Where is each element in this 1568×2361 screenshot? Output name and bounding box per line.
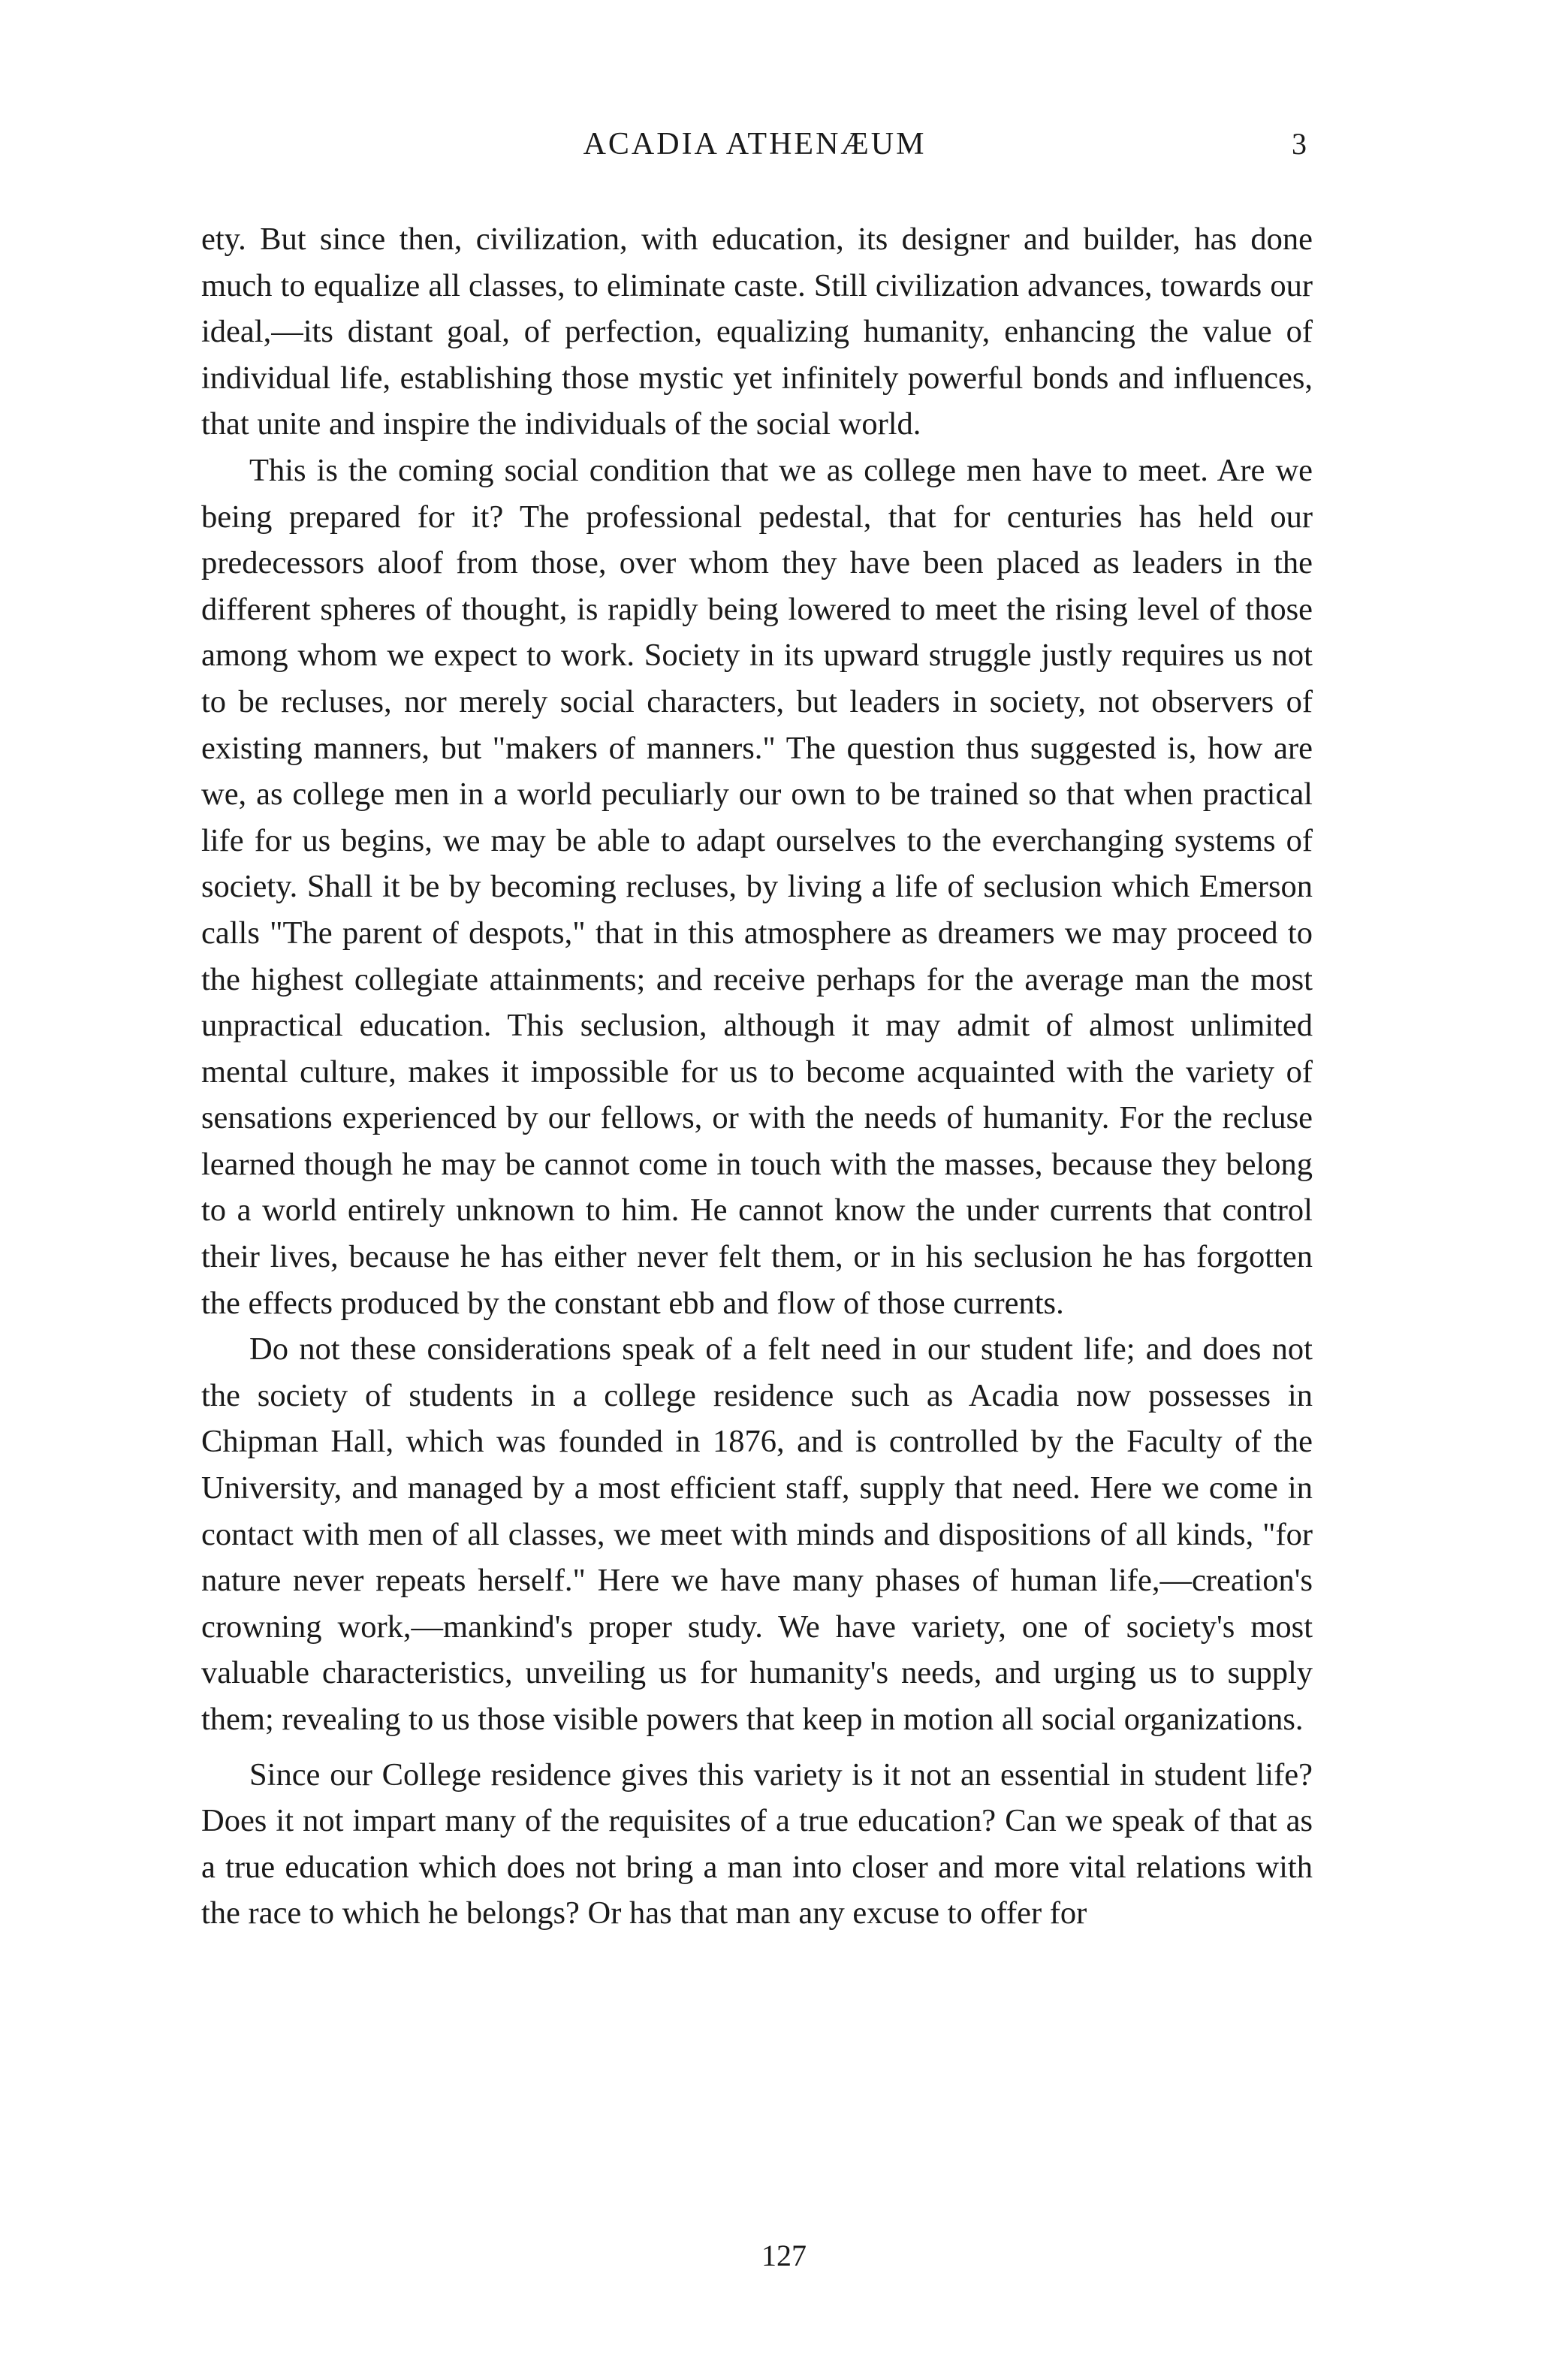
page-number: 127 (761, 2239, 807, 2272)
folio-number: 3 (1292, 127, 1307, 161)
article-body (201, 216, 1313, 1937)
running-title: ACADIA ATHENÆUM (583, 127, 927, 161)
paragraph-continued: ety. But since then, civilization, with education, its designer and builder, has done much to equalize all classes, to eliminate caste. Still civilization advances, towards our ideal,—its distant goal, of perfection, equalizing humanity, enhancing the value of individual life, establishing those mystic yet infinitely powerful bonds and influences, that unite and inspire the individuals of the social world. (201, 222, 1313, 442)
paragraph: Do not these considerations speak of a felt need in our student life; and does not the society of students in a college residence such as Acadia now possesses in Chipman Hall, which was founded in 1876, and is controlled by the Faculty of the University, and managed by a most efficient staff, supply that need. Here we come in contact with men of all classes, we meet with minds and dispositions of all kinds, "for nature never repeats herself." Here we have many phases of human life,—creation's crowning work,—mankind's proper study. We have variety, one of society's most valuable characteristics, unveiling us for humanity's needs, and urging us to supply them; revealing to us those visible powers that keep in motion all social organizations. (201, 1331, 1313, 1737)
paragraph: This is the coming social condition that we as college men have to meet. Are we being prepared for it? The professional pedestal, that for centuries has held our predecessors aloof from those, over whom they have been placed as leaders in the different spheres of thought, is rapidly being lowered to meet the rising level of those among whom we expect to work. Society in its upward struggle justly requires us not to be recluses, nor merely social characters, but leaders in society, not observers of existing manners, but "makers of manners." The question thus suggested is, how are we, as college men in a world peculiarly our own to be trained so that when practical life for us begins, we may be able to adapt ourselves to the everchanging systems of society. Shall it be by becoming recluses, by living a life of seclusion which Emerson calls "The parent of despots," that in this atmosphere as dreamers we may proceed to the highest collegiate attainments; and receive perhaps for the average man the most unpractical education. This seclusion, although it may admit of almost unlimited mental culture, makes it impossible for us to become acquainted with the variety of sensations experienced by our fellows, or with the needs of humanity. For the recluse learned though he may be cannot come in touch with the masses, because they belong to a world entirely unknown to him. He cannot know the under currents that control their lives, because he has either never felt them, or in his seclusion he has forgotten the effects produced by the constant ebb and flow of those currents. (201, 452, 1313, 1321)
running-head (203, 126, 1307, 171)
paragraph: Since our College residence gives this variety is it not an essential in student life? Does it not impart many of the requisites of a true education? Can we speak of that as a true education which does not bring a man into closer and more vital relations with the race to which he belongs? Or has that man any excuse to offer for (201, 1756, 1313, 1931)
